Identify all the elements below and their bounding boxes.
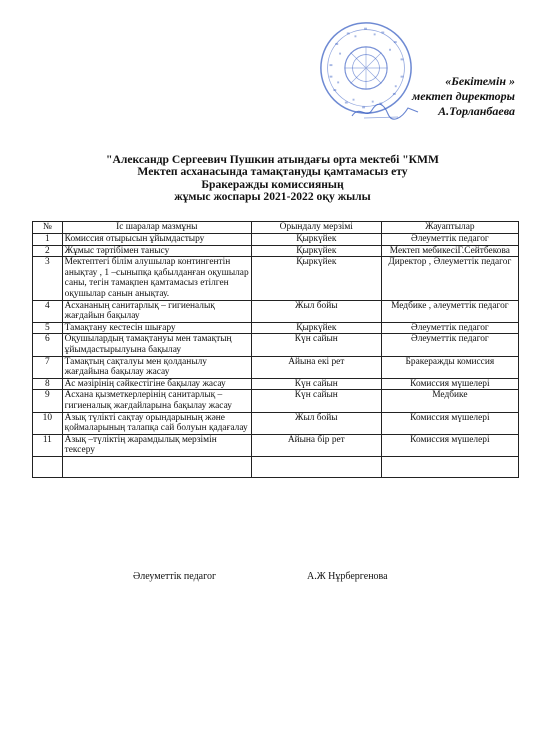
row-number: 4 <box>33 300 63 322</box>
row-term: Қыркүйек <box>251 234 381 246</box>
table-row-empty <box>33 456 519 477</box>
approval-block <box>412 74 515 119</box>
row-responsible: Директор , Әлеуметтік педагог <box>381 257 518 300</box>
empty-cell <box>381 456 518 477</box>
signature-scribble-icon <box>350 100 420 122</box>
header-task: Іс шаралар мазмұны <box>62 222 251 234</box>
row-task: Жұмыс тәртібімен танысу <box>62 245 251 257</box>
row-task: Мектептегі білім алушылар контингентін анықтау , 1 –сыныпқа қабылданған оқушылар саны, тегін тамақпен қамтамасыз етілген оқушылар санын анықтау. <box>62 257 251 300</box>
table-row <box>33 300 519 322</box>
row-task: Тамақтың сақталуы мен қолданылу жағдайына бақылау жасау <box>62 356 251 378</box>
row-responsible: Мектеп мебикесіГ.Сейтбекова <box>381 245 518 257</box>
document-title <box>20 154 525 204</box>
title-line-2: Мектеп асханасында тамақтануды қамтамасыз ету <box>137 165 408 179</box>
row-number: 8 <box>33 378 63 390</box>
row-responsible: Комиссия мүшелері <box>381 378 518 390</box>
row-number: 2 <box>33 245 63 257</box>
table-row <box>33 356 519 378</box>
table-row <box>33 434 519 456</box>
footer-name: А.Ж Нұрбергенова <box>307 571 388 582</box>
row-responsible: Әлеуметтік педагог <box>381 334 518 356</box>
row-responsible: Медбике <box>381 390 518 412</box>
title-line-3: Бракеражды комиссияның <box>201 177 344 191</box>
approval-line-3: А.Торланбаева <box>438 104 515 118</box>
row-number: 7 <box>33 356 63 378</box>
table-row <box>33 390 519 412</box>
row-responsible: Медбике , әлеуметтік педагог <box>381 300 518 322</box>
row-number: 11 <box>33 434 63 456</box>
table-row <box>33 234 519 246</box>
table-row <box>33 257 519 300</box>
row-term: Күн сайын <box>251 390 381 412</box>
row-number: 1 <box>33 234 63 246</box>
empty-cell <box>33 456 63 477</box>
row-term: Күн сайын <box>251 334 381 356</box>
header-term: Орындалу мерзімі <box>251 222 381 234</box>
row-term: Қыркүйек <box>251 257 381 300</box>
row-number: 9 <box>33 390 63 412</box>
row-task: Азық түлікті сақтау орындарының және қоймаларының талапқа сай болуын қадағалау <box>62 412 251 434</box>
title-line-4: жұмыс жоспары 2021-2022 оқу жылы <box>174 190 371 204</box>
empty-cell <box>62 456 251 477</box>
row-term: Жыл бойы <box>251 300 381 322</box>
row-number: 6 <box>33 334 63 356</box>
table-row <box>33 245 519 257</box>
approval-line-2: мектеп директоры <box>411 89 515 103</box>
row-number: 10 <box>33 412 63 434</box>
row-responsible: Комиссия мүшелері <box>381 434 518 456</box>
table-row <box>33 378 519 390</box>
row-task: Азық –түліктің жарамдылық мерзімін тексеру <box>62 434 251 456</box>
empty-cell <box>251 456 381 477</box>
row-task: Асхана қызметкерлерінің санитарлық – гигиеналық жағдайларына бақылау жасау <box>62 390 251 412</box>
row-task: Асхананың санитарлық – гигиеналық жағдайын бақылау <box>62 300 251 322</box>
row-responsible: Әлеуметтік педагог <box>381 322 518 334</box>
row-task: Ас мәзірінің сәйкестігіне бақылау жасау <box>62 378 251 390</box>
table-row <box>33 322 519 334</box>
row-term: Айына бір рет <box>251 434 381 456</box>
row-number: 5 <box>33 322 63 334</box>
row-term: Қыркүйек <box>251 322 381 334</box>
approval-line-1: «Бекітемін » <box>445 74 515 88</box>
row-term: Күн сайын <box>251 378 381 390</box>
table-row <box>33 334 519 356</box>
row-responsible: Әлеуметтік педагог <box>381 234 518 246</box>
row-number: 3 <box>33 257 63 300</box>
footer-role: Әлеуметтік педагог <box>133 571 217 582</box>
work-plan-table <box>32 221 519 478</box>
row-responsible: Комиссия мүшелері <box>381 412 518 434</box>
table-row <box>33 412 519 434</box>
row-task: Комиссия отырысын ұйымдастыру <box>62 234 251 246</box>
row-term: Қыркүйек <box>251 245 381 257</box>
header-responsible: Жауаптылар <box>381 222 518 234</box>
row-task: Оқушылардың тамақтануы мен тамақтың ұйымдастырылуына бақылау <box>62 334 251 356</box>
header-number: № <box>33 222 63 234</box>
row-responsible: Бракеражды комиссия <box>381 356 518 378</box>
table-body <box>33 234 519 478</box>
title-line-1: "Александр Сергеевич Пушкин атындағы орта мектебі "КММ <box>106 153 439 166</box>
row-term: Айына екі рет <box>251 356 381 378</box>
row-term: Жыл бойы <box>251 412 381 434</box>
table-header-row <box>33 222 519 234</box>
row-task: Тамақтану кестесін шығару <box>62 322 251 334</box>
